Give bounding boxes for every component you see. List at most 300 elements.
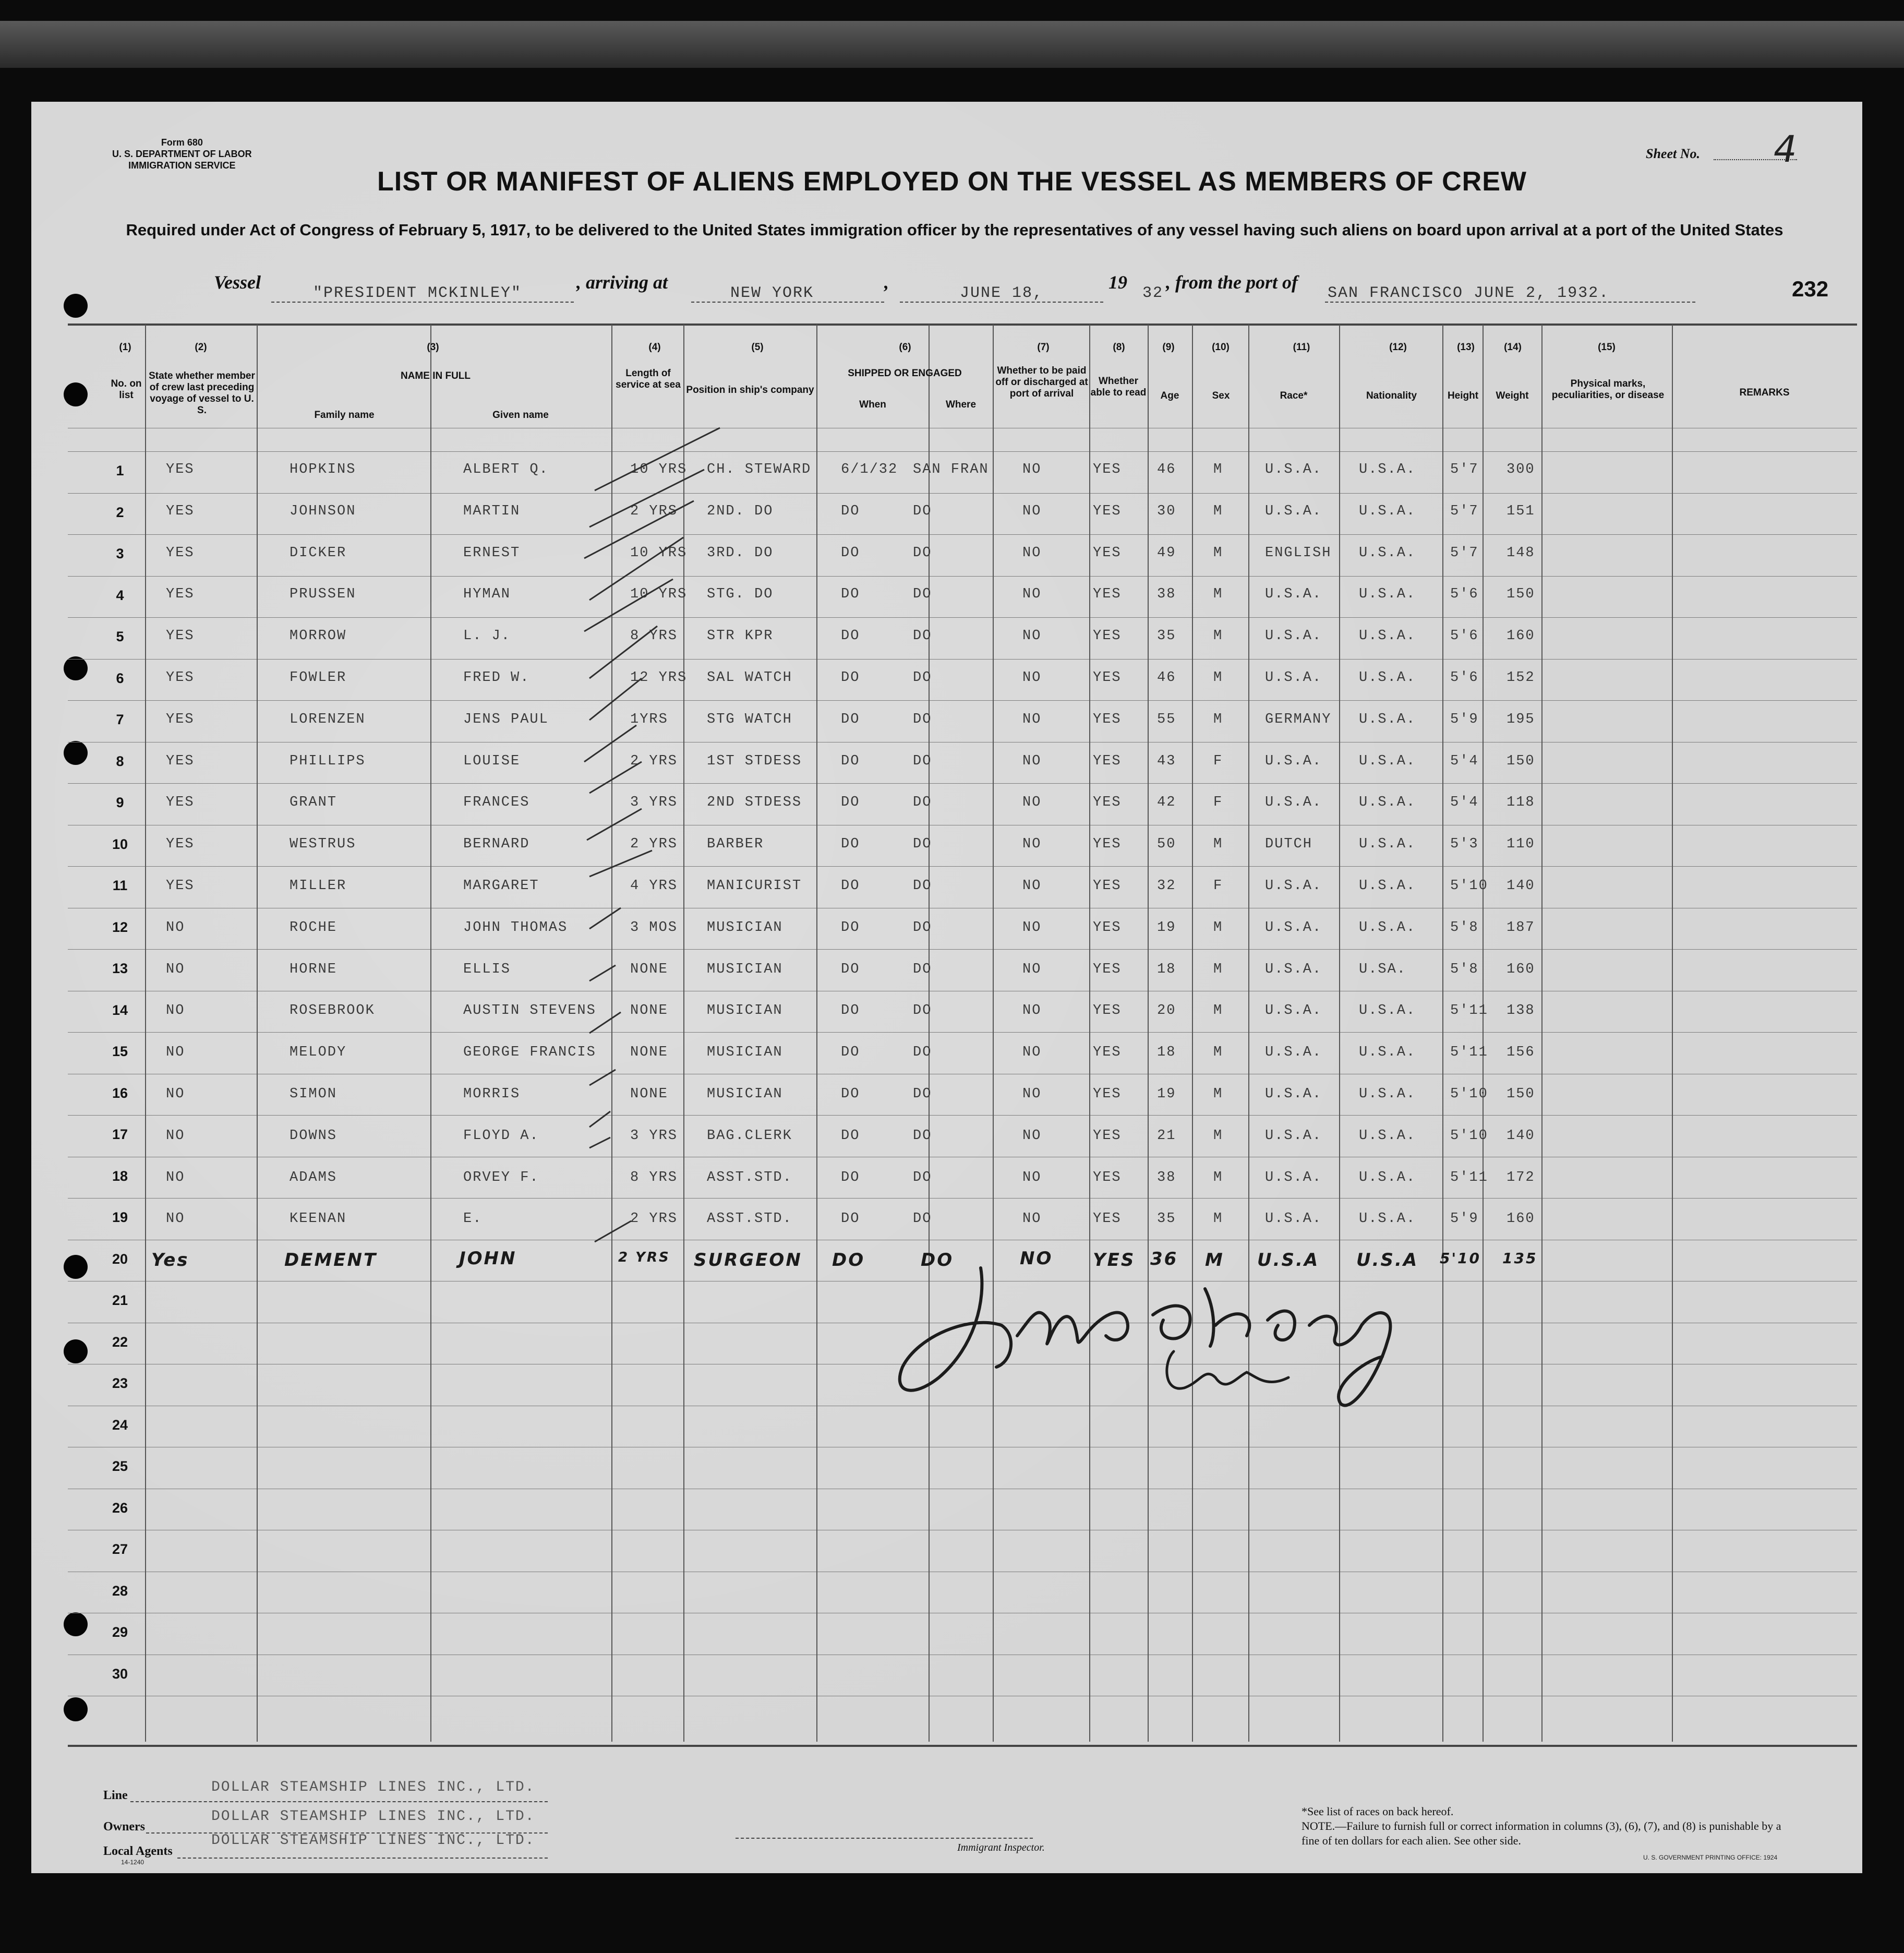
cell-prev: NO: [166, 1003, 185, 1019]
cell-age: 46: [1157, 670, 1176, 686]
cell-when: DO: [841, 1128, 860, 1144]
cell-when: DO: [841, 1045, 860, 1061]
cell-read: YES: [1093, 878, 1122, 894]
cell-family: DICKER: [290, 545, 347, 561]
cell-service: NONE: [630, 1003, 668, 1019]
cell-age: 55: [1157, 711, 1176, 727]
cell-weight: 150: [1507, 753, 1535, 769]
header-family-name: Family name: [314, 410, 375, 421]
cell-family: FOWLER: [290, 670, 347, 686]
cell-weight: 118: [1507, 795, 1535, 811]
cell-paid: NO: [1022, 1211, 1042, 1227]
cell-weight: 150: [1507, 586, 1535, 603]
cell-service: 12 YRS: [630, 670, 688, 686]
col-num: (10): [1212, 342, 1230, 353]
arriving-label: , arriving at: [576, 272, 668, 293]
cell-where: DO: [913, 628, 932, 644]
cell-where: DO: [913, 1128, 932, 1144]
check-strokes: [574, 407, 741, 1263]
cell-race: U.S.A.: [1265, 1045, 1322, 1061]
cell-height: 5'11: [1450, 1003, 1488, 1019]
cell-age: 38: [1157, 586, 1176, 603]
cell-age: 42: [1157, 795, 1176, 811]
cell-read: YES: [1093, 462, 1122, 477]
cell-when: DO: [841, 795, 860, 811]
cell-height: 5'4: [1450, 795, 1479, 811]
cell-paid: NO: [1022, 628, 1042, 644]
cell-height: 5'6: [1450, 586, 1479, 603]
cell-weight: 187: [1507, 919, 1535, 936]
cell-prev: NO: [166, 961, 185, 977]
cell-read: YES: [1093, 961, 1122, 977]
header-race: Race*: [1280, 390, 1308, 401]
cell-race: DUTCH: [1265, 836, 1313, 853]
col-num: (2): [195, 342, 207, 353]
cell-paid: NO: [1022, 586, 1042, 603]
cell-given: JOHN THOMAS: [463, 919, 568, 936]
cell-family: SIMON: [290, 1086, 338, 1102]
row-rule: [68, 534, 1857, 535]
row-rule: [68, 1032, 1857, 1033]
row-number: 11: [112, 878, 128, 893]
cell-service: NONE: [630, 961, 668, 977]
cell-family: KEENAN: [290, 1211, 347, 1227]
row-rule: [68, 949, 1857, 950]
cell-race: U.S.A.: [1265, 1211, 1322, 1227]
form-number: Form 680: [161, 137, 203, 148]
cell-sex: M: [1213, 919, 1223, 936]
row-number: 26: [112, 1500, 128, 1516]
year-prefix: 19: [1108, 272, 1127, 293]
cell-nationality: U.S.A.: [1359, 753, 1416, 769]
hand-position: SURGEON: [694, 1250, 802, 1271]
cell-service: 8 YRS: [630, 628, 678, 644]
col-num: (3): [427, 342, 439, 353]
cell-position: STR KPR: [707, 628, 774, 644]
cell-race: U.S.A.: [1265, 670, 1322, 686]
cell-prev: NO: [166, 1045, 185, 1061]
col-num: (13): [1457, 342, 1475, 353]
cell-weight: 172: [1507, 1169, 1535, 1185]
row-number: 14: [112, 1002, 128, 1018]
cell-given: GEORGE FRANCIS: [463, 1045, 596, 1061]
cell-where: DO: [913, 711, 932, 727]
row-number: 22: [112, 1334, 128, 1350]
row-rule: [68, 1198, 1857, 1199]
header-name-in-full: NAME IN FULL: [400, 370, 471, 381]
cell-given: L. J.: [463, 628, 511, 644]
hand-family: DEMENT: [284, 1250, 378, 1271]
cell-prev: NO: [166, 1086, 185, 1102]
cell-family: DOWNS: [290, 1128, 338, 1144]
cell-weight: 140: [1507, 1128, 1535, 1144]
cell-sex: M: [1213, 1045, 1223, 1061]
cell-read: YES: [1093, 586, 1122, 603]
cell-position: STG WATCH: [707, 711, 792, 727]
cell-nationality: U.S.A.: [1359, 462, 1416, 477]
col-divider: [929, 325, 930, 1742]
cell-given: MORRIS: [463, 1086, 521, 1102]
cell-read: YES: [1093, 711, 1122, 727]
cell-sex: F: [1213, 795, 1223, 811]
row-number: 12: [112, 919, 128, 935]
cell-race: U.S.A.: [1265, 462, 1322, 477]
cell-sex: M: [1213, 503, 1223, 519]
row-number: 2: [116, 504, 124, 520]
cell-position: BARBER: [707, 836, 764, 853]
header-given-name: Given name: [492, 410, 549, 421]
cell-read: YES: [1093, 1045, 1122, 1061]
comma: ,: [884, 272, 889, 293]
row-number: 16: [112, 1085, 128, 1101]
row-number: 29: [112, 1624, 128, 1640]
cell-position: 2ND STDESS: [707, 795, 802, 811]
cell-read: YES: [1093, 503, 1122, 519]
col-num: (6): [899, 342, 911, 353]
row-rule: [68, 617, 1857, 618]
row-rule: [68, 866, 1857, 867]
cell-when: DO: [841, 1086, 860, 1102]
cell-prev: YES: [166, 878, 195, 894]
header-when: When: [859, 399, 886, 410]
cell-service: 2 YRS: [630, 836, 678, 853]
header-remarks: REMARKS: [1739, 387, 1790, 398]
service-name: IMMIGRATION SERVICE: [128, 160, 236, 171]
cell-prev: YES: [166, 545, 195, 561]
cell-nationality: U.S.A.: [1359, 919, 1416, 936]
cell-read: YES: [1093, 545, 1122, 561]
cell-weight: 148: [1507, 545, 1535, 561]
header-position: Position in ship's company: [686, 385, 814, 396]
cell-paid: NO: [1022, 753, 1042, 769]
col-num: (12): [1389, 342, 1407, 353]
from-label: , from the port of: [1166, 272, 1298, 293]
col-divider: [1192, 325, 1193, 1742]
cell-sex: M: [1213, 670, 1223, 686]
crew-table-frame: [68, 323, 1857, 1747]
header-length-of-service: Length of service at sea: [616, 368, 681, 390]
cell-sex: F: [1213, 878, 1223, 894]
cell-read: YES: [1093, 919, 1122, 936]
cell-position: MUSICIAN: [707, 919, 783, 936]
row-number: 4: [116, 587, 124, 603]
header-where: Where: [945, 399, 977, 410]
col-divider: [1442, 325, 1443, 1742]
cell-weight: 152: [1507, 670, 1535, 686]
row-number: 6: [116, 670, 124, 686]
cell-service: NONE: [630, 1086, 668, 1102]
form-code: 14-1240: [121, 1859, 144, 1866]
header-able-to-read: Whether able to read: [1090, 376, 1147, 398]
cell-age: 18: [1157, 1045, 1176, 1061]
cell-position: MANICURIST: [707, 878, 802, 894]
row-number: 25: [112, 1458, 128, 1474]
cell-race: U.S.A.: [1265, 795, 1322, 811]
from-port: SAN FRANCISCO JUNE 2, 1932.: [1328, 284, 1610, 302]
row-number: 23: [112, 1375, 128, 1391]
row-rule: [68, 451, 1857, 452]
cell-position: 3RD. DO: [707, 545, 774, 561]
cell-sex: M: [1213, 711, 1223, 727]
header-nationality: Nationality: [1366, 390, 1417, 401]
cell-age: 46: [1157, 462, 1176, 477]
cell-race: ENGLISH: [1265, 545, 1332, 561]
cell-paid: NO: [1022, 795, 1042, 811]
row-number: 28: [112, 1583, 128, 1599]
row-rule: [68, 493, 1857, 494]
sheet-number: 4: [1774, 128, 1797, 171]
cell-sex: M: [1213, 1211, 1223, 1227]
cell-when: DO: [841, 1003, 860, 1019]
cell-when: DO: [841, 503, 860, 519]
cell-position: 2ND. DO: [707, 503, 774, 519]
row-number: 24: [112, 1417, 128, 1433]
cell-nationality: U.S.A.: [1359, 1003, 1416, 1019]
col-num: (4): [648, 342, 661, 353]
line-underline: [130, 1801, 548, 1802]
cell-age: 19: [1157, 1086, 1176, 1102]
cell-weight: 156: [1507, 1045, 1535, 1061]
col-num: (8): [1113, 342, 1125, 353]
cell-race: U.S.A.: [1265, 1169, 1322, 1185]
cell-family: HOPKINS: [290, 462, 356, 477]
cell-race: U.S.A.: [1265, 586, 1322, 603]
cell-age: 50: [1157, 836, 1176, 853]
col-divider: [1148, 325, 1149, 1742]
cell-service: 2 YRS: [630, 753, 678, 769]
cell-weight: 138: [1507, 1003, 1535, 1019]
cell-given: MARGARET: [463, 878, 539, 894]
cell-when: DO: [841, 919, 860, 936]
cell-age: 35: [1157, 1211, 1176, 1227]
cell-when: DO: [841, 711, 860, 727]
department-name: U. S. DEPARTMENT OF LABOR: [112, 149, 252, 159]
cell-race: U.S.A.: [1265, 628, 1322, 644]
cell-when: DO: [841, 1211, 860, 1227]
cell-paid: NO: [1022, 670, 1042, 686]
hand-where: DO: [921, 1250, 954, 1271]
hand-weight: 135: [1502, 1250, 1538, 1267]
cell-weight: 300: [1507, 462, 1535, 477]
cell-service: 4 YRS: [630, 878, 678, 894]
hand-height: 5'10: [1440, 1250, 1481, 1267]
col-num: (7): [1037, 342, 1050, 353]
cell-read: YES: [1093, 836, 1122, 853]
col-num: (5): [751, 342, 764, 353]
header-physical-marks: Physical marks, peculiarities, or disease: [1551, 378, 1665, 401]
cell-race: U.S.A.: [1265, 919, 1322, 936]
cell-given: ALBERT Q.: [463, 462, 549, 477]
cell-where: DO: [913, 1211, 932, 1227]
cell-family: ROCHE: [290, 919, 338, 936]
cell-service: 3 YRS: [630, 1128, 678, 1144]
cell-position: MUSICIAN: [707, 1086, 783, 1102]
cell-age: 19: [1157, 919, 1176, 936]
cell-when: DO: [841, 670, 860, 686]
col-divider: [1248, 325, 1249, 1742]
cell-nationality: U.S.A.: [1359, 711, 1416, 727]
cell-paid: NO: [1022, 1003, 1042, 1019]
cell-service: 10 YRS: [630, 586, 688, 603]
cell-read: YES: [1093, 628, 1122, 644]
cell-where: DO: [913, 1086, 932, 1102]
cell-read: YES: [1093, 1169, 1122, 1185]
cell-sex: M: [1213, 961, 1223, 977]
cell-weight: 150: [1507, 1086, 1535, 1102]
cell-family: JOHNSON: [290, 503, 356, 519]
col-divider: [257, 325, 258, 1742]
cell-service: 10 YRS: [630, 545, 688, 561]
cell-given: ORVEY F.: [463, 1169, 539, 1185]
cell-where: DO: [913, 795, 932, 811]
cell-given: MARTIN: [463, 503, 521, 519]
cell-nationality: U.S.A.: [1359, 1086, 1416, 1102]
row-number: 15: [112, 1044, 128, 1059]
row-number: 1: [116, 463, 124, 478]
cell-read: YES: [1093, 753, 1122, 769]
col-divider: [145, 325, 146, 1742]
cell-service: 8 YRS: [630, 1169, 678, 1185]
cell-sex: M: [1213, 836, 1223, 853]
cell-sex: M: [1213, 462, 1223, 477]
cell-height: 5'10: [1450, 878, 1488, 894]
header-shipped-engaged: SHIPPED OR ENGAGED: [848, 368, 962, 379]
cell-position: MUSICIAN: [707, 1003, 783, 1019]
cell-paid: NO: [1022, 545, 1042, 561]
col-num: (14): [1504, 342, 1522, 353]
cell-height: 5'6: [1450, 628, 1479, 644]
cell-position: BAG.CLERK: [707, 1128, 792, 1144]
footnote-penalty: NOTE.—Failure to furnish full or correct information in columns (3), (6), (7), and (8) is punishable by a fine of ten dollars for each alien. See other side.: [1302, 1819, 1781, 1847]
cell-nationality: U.S.A.: [1359, 795, 1416, 811]
agents-underline: [177, 1858, 548, 1859]
cell-height: 5'10: [1450, 1128, 1488, 1144]
cell-prev: YES: [166, 503, 195, 519]
row-number: 7: [116, 712, 124, 727]
inspector-label: Immigrant Inspector.: [957, 1842, 1045, 1853]
cell-nationality: U.S.A.: [1359, 1169, 1416, 1185]
cell-prev: YES: [166, 795, 195, 811]
cell-when: 6/1/32: [841, 462, 898, 477]
binder-hole: [64, 294, 88, 318]
cell-when: DO: [841, 836, 860, 853]
cell-service: NONE: [630, 1045, 668, 1061]
hand-prev: Yes: [151, 1250, 189, 1271]
col-num: (15): [1598, 342, 1616, 353]
cell-age: 38: [1157, 1169, 1176, 1185]
cell-weight: 151: [1507, 503, 1535, 519]
cell-age: 49: [1157, 545, 1176, 561]
cell-race: U.S.A.: [1265, 753, 1322, 769]
col-divider: [816, 325, 817, 1742]
col-divider: [993, 325, 994, 1742]
cell-family: MELODY: [290, 1045, 347, 1061]
cell-where: DO: [913, 836, 932, 853]
cell-service: 1YRS: [630, 711, 668, 727]
cell-position: ASST.STD.: [707, 1211, 792, 1227]
cell-position: MUSICIAN: [707, 961, 783, 977]
cell-weight: 195: [1507, 711, 1535, 727]
cell-given: FRANCES: [463, 795, 530, 811]
arriving-port: NEW YORK: [730, 284, 814, 302]
cell-nationality: U.S.A.: [1359, 670, 1416, 686]
cell-nationality: U.S.A.: [1359, 1045, 1416, 1061]
hand-paid: NO: [1020, 1248, 1053, 1269]
cell-weight: 160: [1507, 961, 1535, 977]
cell-paid: NO: [1022, 711, 1042, 727]
line-value: DOLLAR STEAMSHIP LINES INC., LTD.: [211, 1779, 535, 1795]
row-number: 27: [112, 1541, 128, 1557]
cell-nationality: U.S.A.: [1359, 503, 1416, 519]
cell-read: YES: [1093, 795, 1122, 811]
col-divider: [1483, 325, 1484, 1742]
row-number: 21: [112, 1292, 128, 1308]
cell-paid: NO: [1022, 1169, 1042, 1185]
cell-when: DO: [841, 753, 860, 769]
cell-height: 5'8: [1450, 961, 1479, 977]
col-num: (9): [1162, 342, 1175, 353]
cell-family: PHILLIPS: [290, 753, 366, 769]
cell-height: 5'4: [1450, 753, 1479, 769]
cell-race: U.S.A.: [1265, 1003, 1322, 1019]
cell-sex: M: [1213, 1086, 1223, 1102]
arrival-date: JUNE 18,: [960, 284, 1044, 302]
cell-position: MUSICIAN: [707, 1045, 783, 1061]
cell-service: 2 YRS: [630, 1211, 678, 1227]
cell-race: U.S.A.: [1265, 961, 1322, 977]
cell-prev: YES: [166, 711, 195, 727]
hand-race: U.S.A: [1257, 1250, 1320, 1271]
cell-service: 2 YRS: [630, 503, 678, 519]
row-rule: [68, 659, 1857, 660]
cell-prev: YES: [166, 586, 195, 603]
cell-given: FLOYD A.: [463, 1128, 539, 1144]
cell-prev: YES: [166, 836, 195, 853]
owners-value: DOLLAR STEAMSHIP LINES INC., LTD.: [211, 1808, 535, 1825]
cell-race: U.S.A.: [1265, 503, 1322, 519]
cell-nationality: U.S.A.: [1359, 545, 1416, 561]
cell-sex: M: [1213, 1003, 1223, 1019]
cell-prev: NO: [166, 919, 185, 936]
cell-service: 10 YRS: [630, 462, 688, 477]
col-num: (11): [1293, 342, 1310, 353]
cell-where: DO: [913, 753, 932, 769]
cell-family: LORENZEN: [290, 711, 366, 727]
cell-age: 21: [1157, 1128, 1176, 1144]
cell-where: DO: [913, 1169, 932, 1185]
cell-sex: F: [1213, 753, 1223, 769]
row-number: 20: [112, 1251, 128, 1267]
cell-paid: NO: [1022, 1128, 1042, 1144]
cell-given: HYMAN: [463, 586, 511, 603]
cell-height: 5'8: [1450, 919, 1479, 936]
row-rule: [68, 700, 1857, 701]
cell-race: U.S.A.: [1265, 1128, 1322, 1144]
cell-age: 43: [1157, 753, 1176, 769]
hand-when: DO: [832, 1250, 865, 1271]
row-number: 3: [116, 546, 124, 561]
cell-read: YES: [1093, 1086, 1122, 1102]
cell-prev: NO: [166, 1211, 185, 1227]
cell-service: 3 MOS: [630, 919, 678, 936]
cell-service: 3 YRS: [630, 795, 678, 811]
cell-where: DO: [913, 878, 932, 894]
hand-service: 2 YRS: [618, 1250, 670, 1265]
cell-where: DO: [913, 545, 932, 561]
cell-nationality: U.S.A.: [1359, 586, 1416, 603]
cell-position: CH. STEWARD: [707, 462, 812, 477]
cell-height: 5'10: [1450, 1086, 1488, 1102]
